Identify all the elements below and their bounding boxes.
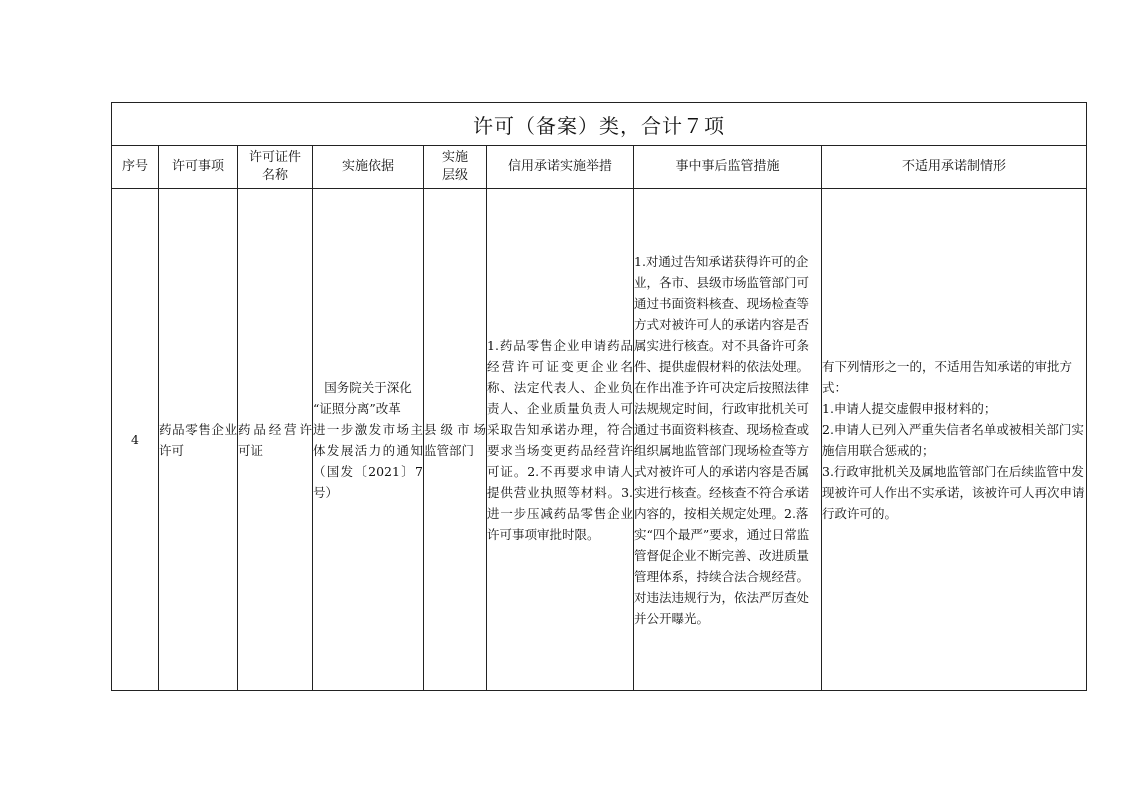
header-license-line1: 许可证件 — [248, 150, 301, 165]
table-row — [112, 189, 1087, 691]
cell-supervision: 1.对通过告知承诺获得许可的企业，各市、县级市场监管部门可通过书面资料核查、现场检查等方式对被许可人的承诺内容是否属实进行核查。对不具备许可条件、提供虚假材料的依法处理。在作出准予许可决定后按照法律法规规定时间，行政审批机关可通过书面资料核查、现场检查或组织属地监管部门现场检查等方式对被许可人的承诺内容是否属实进行核查。经核查不符合承诺内容的，按相关规定处理。2.落实“四个最严”要求，通过日常监管督促企业不断完善、改进质量管理体系，持续合法合规经营。对违法违规行为，依法严厉查处并公开曝光。 — [634, 189, 822, 691]
header-level-line1: 实施 — [441, 150, 468, 165]
header-item: 许可事项 — [159, 146, 238, 189]
exclusion-item-1: 1.申请人提交虚假申报材料的； — [822, 400, 997, 416]
cell-level: 县级市场监管部门 — [424, 189, 487, 691]
basis-line3: 进一步激发市场主体发展活力的通知（国发〔2021〕7号） — [313, 421, 423, 500]
exclusion-item-2: 2.申请人已列入严重失信者名单或被相关部门实施信用联合惩戒的； — [822, 421, 1084, 458]
exclusion-item-3: 3.行政审批机关及属地监管部门在后续监管中发现被许可人作出不实承诺，该被许可人再次申请行政许可的。 — [822, 463, 1085, 521]
header-measures: 信用承诺实施举措 — [487, 146, 634, 189]
cell-license: 药品经营许可证 — [238, 189, 313, 691]
header-license-line2: 名称 — [261, 168, 288, 183]
cell-measures: 1.药品零售企业申请药品经营许可证变更企业名称、法定代表人、企业负责人、企业质量负责人可采取告知承诺办理，符合要求当场变更药品经营许可证。2.不再要求申请人提供营业执照等材料。3.进一步压减药品零售企业许可事项审批时限。 — [487, 189, 634, 691]
cell-exclusion — [822, 189, 1087, 691]
cell-item: 药品零售企业许可 — [159, 189, 238, 691]
exclusion-intro: 有下列情形之一的，不适用告知承诺的审批方式： — [822, 358, 1073, 395]
header-level — [424, 146, 487, 189]
header-level-line2: 层级 — [441, 168, 468, 183]
header-license — [238, 146, 313, 189]
header-row — [112, 146, 1087, 189]
permit-table — [111, 102, 1087, 691]
basis-line2: “证照分离”改革 — [313, 400, 401, 416]
cell-basis — [313, 189, 424, 691]
header-supervision: 事中事后监管措施 — [634, 146, 822, 189]
header-seq: 序号 — [112, 146, 159, 189]
cell-seq: 4 — [112, 189, 159, 691]
table-title: 许可（备案）类，合计７项 — [112, 103, 1087, 146]
header-basis: 实施依据 — [313, 146, 424, 189]
basis-line1: 国务院关于深化 — [324, 379, 412, 395]
header-exclusion: 不适用承诺制情形 — [822, 146, 1087, 189]
